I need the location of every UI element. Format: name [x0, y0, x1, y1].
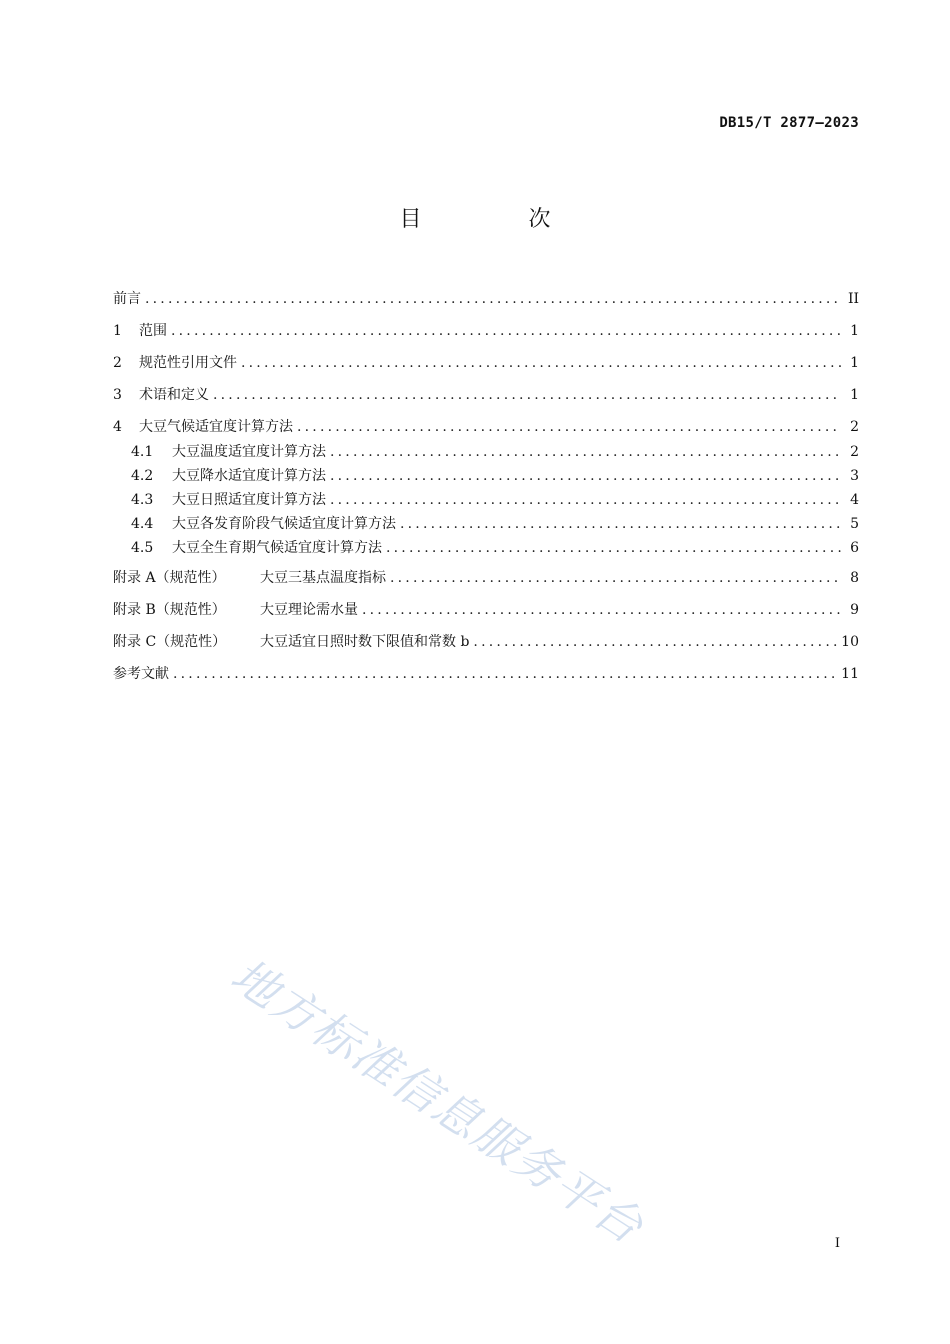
toc-entry-3[interactable]: [113, 385, 859, 405]
toc-entry-2[interactable]: [113, 353, 859, 373]
page-number: I: [834, 1236, 840, 1251]
toc-entry-number: 附录 C（规范性）: [113, 634, 227, 650]
dot-leader: [390, 568, 841, 588]
toc-entry-label: 规范性引用文件: [139, 355, 237, 371]
toc-entry-number: 4.2: [131, 468, 154, 484]
toc-entry-page: 2: [850, 444, 859, 460]
toc-entry-page: 3: [850, 468, 859, 484]
toc-entry-page: 4: [850, 492, 859, 508]
dot-leader: [173, 664, 837, 684]
toc-entry-4[interactable]: [113, 417, 859, 437]
document-code: DB15/T 2877—2023: [719, 115, 859, 131]
toc-entry-page: 11: [841, 666, 859, 682]
toc-entry-4-5[interactable]: [131, 538, 859, 558]
toc-entry-number: 4.3: [131, 492, 154, 508]
toc-entry-4-4[interactable]: [131, 514, 859, 534]
dot-leader: [145, 289, 841, 309]
toc-entry-label: 大豆各发育阶段气候适宜度计算方法: [172, 516, 396, 532]
toc-entry-number: 4: [113, 419, 122, 435]
toc-entry-page: 2: [850, 419, 859, 435]
toc-entry-page: 1: [850, 387, 859, 403]
dot-leader: [362, 600, 841, 620]
dot-leader: [330, 466, 841, 486]
toc-entry-page: II: [847, 291, 859, 307]
toc-entry-appendix-b[interactable]: [113, 600, 859, 620]
toc-entry-page: 10: [841, 634, 859, 650]
toc-entry-page: 6: [850, 540, 859, 556]
toc-entry-appendix-a[interactable]: [113, 568, 859, 588]
toc-entry-references[interactable]: [113, 664, 859, 684]
dot-leader: [213, 385, 841, 405]
toc-entry-label: 参考文献: [113, 666, 169, 682]
toc-entry-number: 附录 A（规范性）: [113, 570, 226, 586]
toc-entry-page: 1: [850, 355, 859, 371]
toc-entry-label: 大豆温度适宜度计算方法: [172, 444, 326, 460]
toc-entry-label: 前言: [113, 291, 141, 307]
toc-entry-number: 2: [113, 355, 122, 371]
dot-leader: [473, 632, 837, 652]
toc-entry-preface[interactable]: [113, 289, 859, 309]
dot-leader: [386, 538, 841, 558]
toc-entry-label: 大豆适宜日照时数下限值和常数 b: [260, 634, 470, 650]
toc-entry-label: 大豆理论需水量: [260, 602, 358, 618]
toc-entry-number: 4.5: [131, 540, 154, 556]
toc-entry-label: 大豆降水适宜度计算方法: [172, 468, 326, 484]
toc-entry-page: 1: [850, 323, 859, 339]
dot-leader: [241, 353, 841, 373]
dot-leader: [330, 442, 841, 462]
toc-entry-label: 大豆全生育期气候适宜度计算方法: [172, 540, 382, 556]
toc-entry-number: 3: [113, 387, 122, 403]
toc-entry-label: 大豆气候适宜度计算方法: [139, 419, 293, 435]
toc-entry-label: 术语和定义: [139, 387, 209, 403]
toc-entry-label: 范围: [139, 323, 167, 339]
toc-entry-page: 5: [850, 516, 859, 532]
dot-leader: [330, 490, 841, 510]
toc-entry-4-3[interactable]: [131, 490, 859, 510]
dot-leader: [400, 514, 841, 534]
toc-entry-number: 4.1: [131, 444, 154, 460]
dot-leader: [171, 321, 841, 341]
toc-entry-1[interactable]: [113, 321, 859, 341]
toc-entry-page: 8: [850, 570, 859, 586]
toc-entry-number: 4.4: [131, 516, 154, 532]
toc-entry-label: 大豆三基点温度指标: [260, 570, 386, 586]
toc-entry-label: 大豆日照适宜度计算方法: [172, 492, 326, 508]
dot-leader: [297, 417, 841, 437]
toc-entry-4-2[interactable]: [131, 466, 859, 486]
toc-entry-appendix-c[interactable]: [113, 632, 859, 652]
toc-entry-page: 9: [850, 602, 859, 618]
watermark: 地方标准信息服务平台: [221, 947, 654, 1255]
toc-entry-number: 附录 B（规范性）: [113, 602, 226, 618]
page-title: 目 次: [399, 207, 601, 232]
toc-entry-number: 1: [113, 323, 122, 339]
toc-entry-4-1[interactable]: [131, 442, 859, 462]
